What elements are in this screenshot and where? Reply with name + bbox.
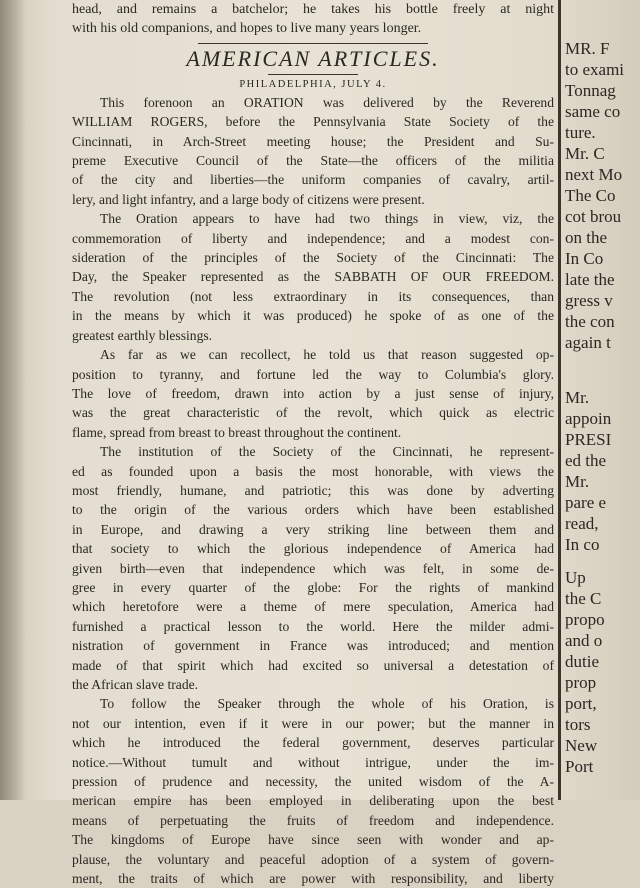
text-line: The revolution (not less extraordinary in its consequences, than (72, 288, 554, 304)
text-line: furnished a practical lesson to the world. Here the milder admi- (72, 618, 554, 634)
right-column-fragment: In co (565, 535, 600, 554)
right-column-fragment: ture. (565, 123, 596, 142)
right-column-fragment: propo (565, 610, 605, 629)
text-line: As far as we can recollect, he told us that reason suggested op- (100, 347, 554, 363)
text-line: The Oration appears to have had two things in view, viz, the (100, 211, 554, 227)
right-column-fragment: MR. F (565, 39, 610, 58)
right-column-fragment: read, (565, 514, 599, 533)
text-line: The kingdoms of Europe have since seen with wonder and ap- (72, 832, 554, 848)
text-line: of the city and liberties—the uniform companies of cavalry, artil- (72, 172, 554, 188)
text-line: given birth—even that independence which was felt, in some de- (72, 560, 554, 576)
right-column-fragment: gress v (565, 291, 613, 310)
text-line: head, and remains a batchelor; he takes his bottle freely at night (72, 2, 554, 17)
right-column-fragment: pare e (565, 493, 607, 512)
article-body (72, 93, 554, 888)
text-line: merican empire has been employed in deliberating upon the best (72, 793, 554, 809)
right-column-fragment: again t (565, 333, 611, 352)
text-line: Day, the Speaker represented as the SABBATH OF OUR FREEDOM. (72, 269, 554, 285)
right-column-fragment: prop (565, 673, 597, 692)
article-paragraph (72, 345, 554, 442)
right-column-fragment: dutie (565, 652, 599, 671)
text-line: in Europe, and drawing a very striking line between them and (72, 521, 554, 537)
right-column-fragment: and o (565, 631, 603, 650)
right-column-fragment: cot brou (565, 207, 622, 226)
text-line: most friendly, humane, and patriotic; this was done by adverting (72, 482, 554, 498)
text-line: greatest earthly blessings. (72, 327, 213, 343)
right-column-fragment: the C (565, 589, 602, 608)
right-column-fragment: PRESI (565, 430, 612, 449)
text-line: commemoration of liberty and independence; and a modest con- (72, 230, 554, 246)
text-line: WILLIAM ROGERS, before the Pennsylvania State Society of the (72, 114, 554, 130)
article-paragraph (72, 694, 554, 888)
right-column-fragment: In Co (565, 249, 604, 268)
dateline: PHILADELPHIA, JULY 4. (239, 78, 387, 90)
right-column-fragment: Tonnag (565, 81, 616, 100)
text-line: plause, the voluntary and peaceful adoption of a system of govern- (72, 851, 554, 867)
article-paragraph (72, 209, 554, 345)
text-line: gree in every quarter of the globe: For the rights of mankind (72, 579, 554, 595)
text-line: ed as founded upon a basis the most honorable, with views the (72, 463, 554, 479)
text-line: with his old companions, and hopes to live many years longer. (72, 21, 422, 37)
right-column-fragment: New (565, 736, 598, 755)
text-line: To follow the Speaker through the whole of his Oration, is (100, 696, 554, 712)
right-column-fragment: Mr. (565, 388, 590, 407)
right-column-fragment: port, (565, 694, 597, 713)
section-title: AMERICAN ARTICLES. (186, 45, 440, 71)
text-line: not our intention, even if it were in our power; but the manner in (72, 715, 554, 731)
text-line: which he introduced the federal government, deserves particular (72, 735, 554, 751)
text-line: means of perpetuating the fruits of freedom and independence. (72, 812, 554, 828)
text-line: flame, spread from breast to breast throughout the continent. (72, 424, 402, 440)
right-column-fragment: to exami (565, 60, 625, 79)
right-column-fragment: Mr. C (565, 144, 605, 163)
text-line: This forenoon an ORATION was delivered by the Reverend (100, 94, 554, 110)
text-line: the African slave trade. (72, 677, 199, 692)
right-column (565, 0, 640, 838)
right-column-fragment: the con (565, 312, 615, 331)
text-line: lery, and light infantry, and a large body of citizens were present. (72, 191, 425, 207)
text-line: sideration of the principles of the Society of the Cincinnati: The (72, 250, 554, 266)
right-column-fragment: The Co (565, 186, 616, 205)
text-line: Cincinnati, in Arch-Street meeting house; the President and Su- (72, 133, 554, 149)
right-column-fragment: appoin (565, 409, 612, 428)
right-column-fragment: tors (565, 715, 591, 734)
text-line: notice.—Without tumult and without intrigue, under the im- (72, 754, 554, 770)
page-binding-shadow (0, 0, 26, 800)
right-column-fragment: late the (565, 270, 615, 289)
text-line: The love of freedom, drawn into action by a just sense of injury, (72, 385, 554, 401)
right-column-fragment: next Mo (565, 165, 623, 184)
right-column-fragment: ed the (565, 451, 607, 470)
column-rule (558, 0, 561, 800)
right-column-fragment: Port (565, 757, 594, 776)
text-line: in the means by which it was produced) he spoke of as one of the (72, 308, 554, 324)
text-line: was the great characteristic of the revolt, which quick as electric (72, 405, 554, 421)
title-rule-bottom (268, 74, 358, 75)
text-line: pression of prudence and necessity, the united wisdom of the A- (72, 774, 554, 790)
text-line: that society to which the glorious independence of America had (72, 541, 554, 557)
text-line: nistration of government in France was introduced; and mention (72, 638, 554, 654)
text-line: made of that spirit which had excited so universal a detestation of (72, 657, 554, 673)
text-line: The institution of the Society of the Cincinnati, he represent- (100, 444, 554, 460)
text-line: preme Executive Council of the State—the officers of the militia (72, 153, 554, 169)
right-column-fragment: same co (565, 102, 621, 121)
article-paragraph (72, 93, 554, 209)
right-column-fragment: on the (565, 228, 608, 247)
main-column (72, 0, 554, 887)
article-paragraph (72, 442, 554, 694)
right-column-fragment: Up (565, 568, 586, 587)
text-line: which heretofore were a theme of mere speculation, America had (72, 599, 554, 615)
text-line: ment, the traits of which are power with responsibility, and liberty (72, 871, 554, 887)
text-line: to the origin of the various orders which have been established (72, 502, 554, 518)
text-line: position to tyranny, and fortune led the way to Columbia's glory. (72, 366, 554, 382)
right-column-fragment: Mr. (565, 472, 590, 491)
